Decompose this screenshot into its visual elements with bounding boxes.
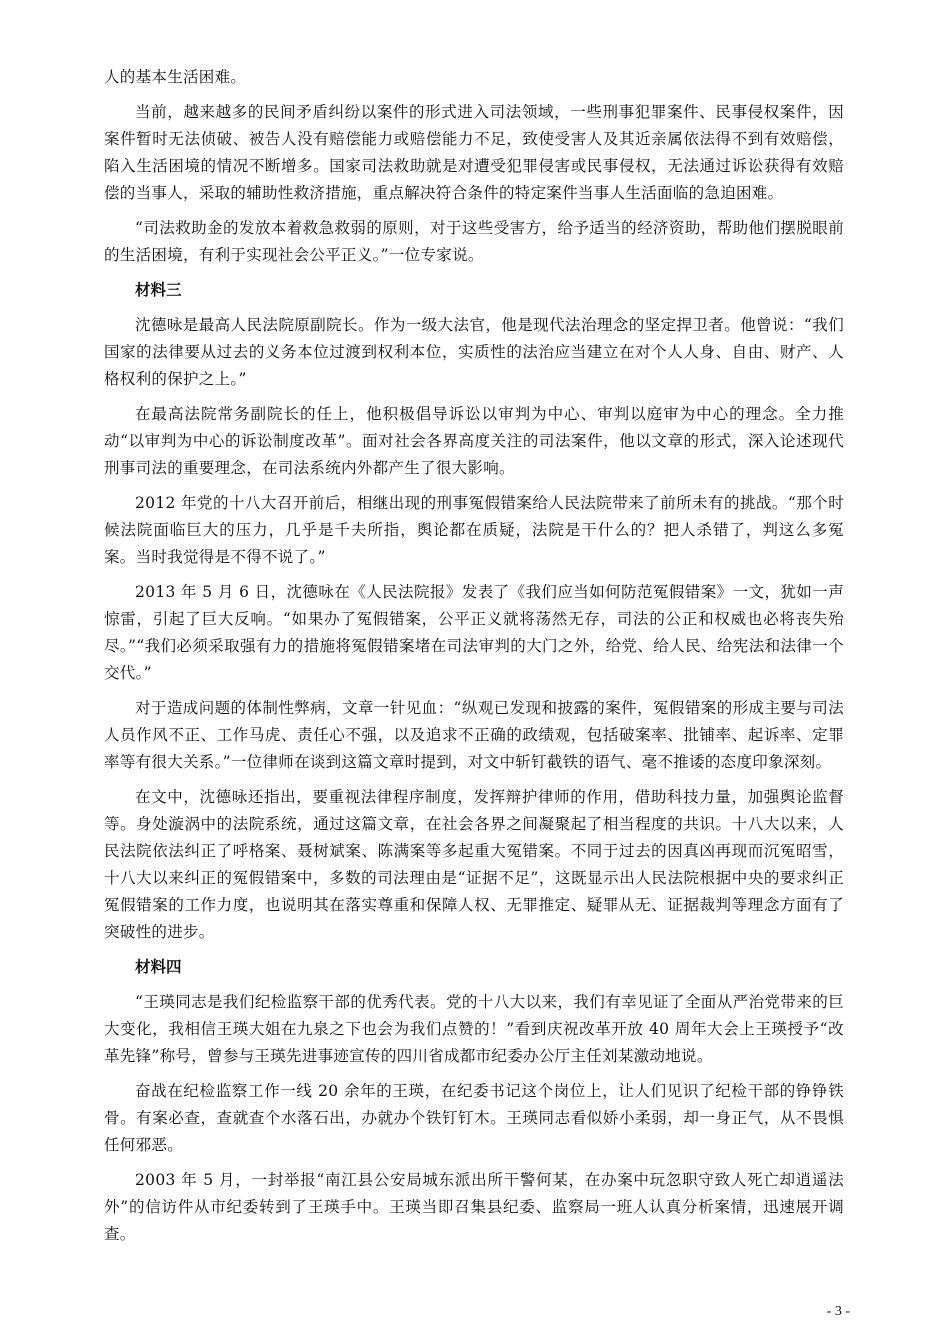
paragraph: 奋战在纪检监察工作一线 20 余年的王瑛，在纪委书记这个岗位上，让人们见识了纪检干部的铮铮铁骨。有案必查，查就查个水落石出，办就办个铁钉钉木。王瑛同志看似娇小柔弱，却一身正气，从不畏惧任何邪恶。 [104,1082,844,1154]
paragraph: 人的基本生活困难。 [104,68,247,86]
paragraph: 2003 年 5 月，一封举报“南江县公安局城东派出所干警何某，在办案中玩忽职守致人死亡却逍遥法外”的信访件从市纪委转到了王瑛手中。王瑛当即召集县纪委、监察局一班人认真分析案情，迅速展开调查。 [104,1171,844,1243]
paragraph: 在最高法院常务副院长的任上，他积极倡导诉讼以审判为中心、审判以庭审为中心的理念。全力推动“以审判为中心的诉讼制度改革”。面对社会各界高度关注的司法案件，他以文章的形式，深入论述现代刑事司法的重要理念，在司法系统内外都产生了很大影响。 [104,405,844,477]
paragraph: 2012 年党的十八大召开前后，相继出现的刑事冤假错案给人民法院带来了前所未有的挑战。“那个时候法院面临巨大的压力，几乎是千夫所指，舆论都在质疑，法院是干什么的？把人杀错了，判这么多冤案。当时我觉得是不得不说了。” [104,494,844,566]
paragraph: 对于造成问题的体制性弊病，文章一针见血：“纵观已发现和披露的案件，冤假错案的形成主要与司法人员作风不正、工作马虎、责任心不强，以及追求不正确的政绩观，包括破案率、批铺率、起诉率、定罪率等有很大关系。”一位律师在谈到这篇文章时提到，对文中斩钉截铁的语气、毫不推诿的态度印象深刻。 [104,699,844,771]
section-heading-material-3: 材料三 [135,281,182,299]
paragraph: “王瑛同志是我们纪检监察干部的优秀代表。党的十八大以来，我们有幸见证了全面从严治党带来的巨大变化，我相信王瑛大姐在九泉之下也会为我们点赞的！”看到庆祝改革开放 40 周年大会上王瑛授予“改革先锋”称号，曾参与王瑛先进事迹宣传的四川省成都市纪委办公厅主任刘某激动地说。 [104,993,844,1065]
paragraph: “司法救助金的发放本着救急救弱的原则，对于这些受害方，给予适当的经济资助，帮助他们摆脱眼前的生活困境，有利于实现社会公平正义。”一位专家说。 [104,219,844,264]
section-heading-material-4: 材料四 [135,958,182,976]
document-body [104,64,844,1256]
page-number: - 3 - [826,1304,850,1319]
paragraph: 当前，越来越多的民间矛盾纠纷以案件的形式进入司法领域，一些刑事犯罪案件、民事侵权案件，因案件暂时无法侦破、被告人没有赔偿能力或赔偿能力不足，致使受害人及其近亲属依法得不到有效赔偿，陷入生活困境的情况不断增多。国家司法救助就是对遭受犯罪侵害或民事侵权，无法通过诉讼获得有效赔偿的当事人，采取的辅助性救济措施，重点解决符合条件的特定案件当事人生活面临的急迫困难。 [104,103,844,202]
paragraph: 在文中，沈德咏还指出，要重视法律程序制度，发挥辩护律师的作用，借助科技力量，加强舆论监督等。身处漩涡中的法院系统，通过这篇文章，在社会各界之间凝聚起了相当程度的共识。十八大以来，人民法院依法纠正了呼格案、聂树斌案、陈满案等多起重大冤错案。不同于过去的因真凶再现而沉冤昭雪，十八大以来纠正的冤假错案中，多数的司法理由是“证据不足”，这既显示出人民法院根据中央的要求纠正冤假错案的工作力度，也说明其在落实尊重和保障人权、无罪推定、疑罪从无、证据裁判等理念方面有了突破性的进步。 [104,788,844,941]
paragraph: 2013 年 5 月 6 日，沈德咏在《人民法院报》发表了《我们应当如何防范冤假错案》一文，犹如一声惊雷，引起了巨大反响。“如果办了冤假错案，公平正义就将荡然无存，司法的公正和权威也必将丧失殆尽。”“我们必须采取强有力的措施将冤假错案堵在司法审判的大门之外，给党、给人民、给宪法和法律一个交代。” [104,583,844,682]
paragraph: 沈德咏是最高人民法院原副院长。作为一级大法官，他是现代法治理念的坚定捍卫者。他曾说：“我们国家的法律要从过去的义务本位过渡到权利本位，实质性的法治应当建立在对个人人身、自由、财产、人格权利的保护之上。” [104,316,844,388]
